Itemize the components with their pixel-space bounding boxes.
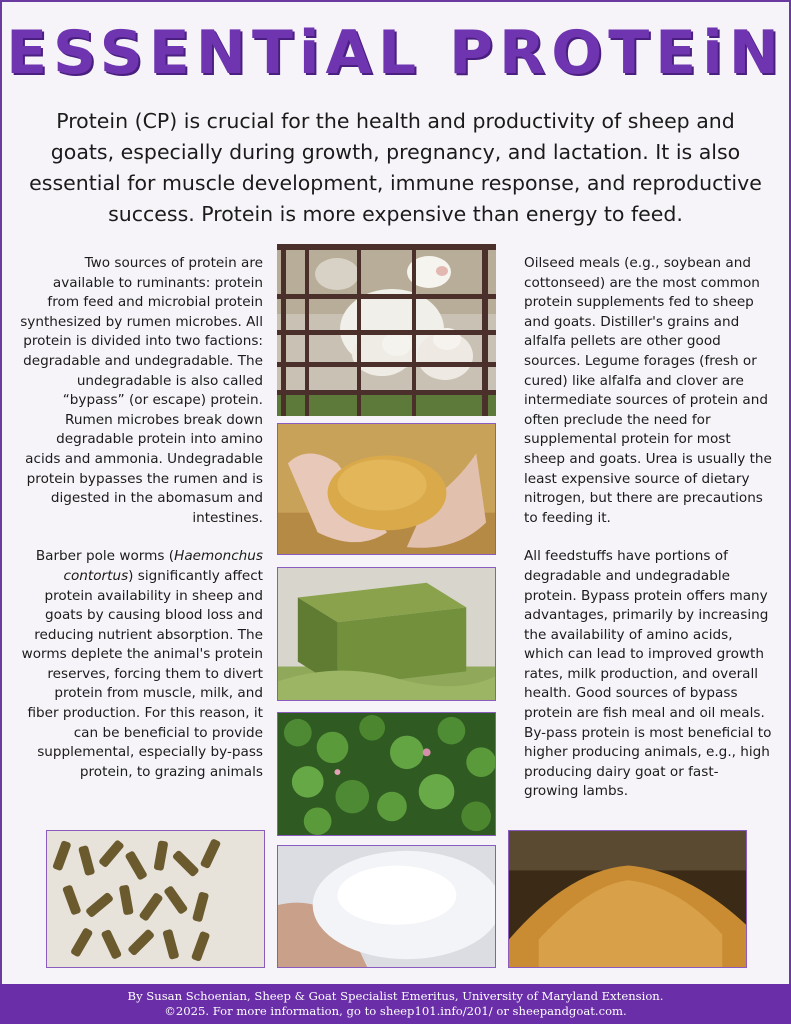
right-paragraph-1: Oilseed meals (e.g., soybean and cottonseed) are the most common protein supplements fed to sheep and goats. Distiller's grains and alfalfa pellets are other good sources. Legume forages (fresh or cured) like alfalfa and clover are intermediate sources of protein and often preclude the need for supplemental protein for most sheep and goats. Urea is usually the least expensive source of dietary nitrogen, but there are precautions to feeding it.	[524, 255, 772, 526]
grain-hands-image	[277, 423, 496, 555]
footer	[0, 984, 791, 1024]
sheep-image	[277, 244, 496, 416]
species-name: Haemonchus contortus	[63, 548, 263, 584]
left-column	[20, 254, 263, 801]
footer-credit: By Susan Schoenian, Sheep & Goat Specialist Emeritus, University of Maryland Extension.	[127, 989, 664, 1003]
intro-text: Protein (CP) is crucial for the health and productivity of sheep and goats, especially during growth, pregnancy, and lactation. It is also essential for muscle development, immune response, and reproductive success. Protein is more expensive than energy to feed.	[29, 109, 762, 226]
hay-bale-image	[277, 567, 496, 701]
left-paragraph-2	[20, 547, 263, 782]
right-paragraph-2: All feedstuffs have portions of degradable and undegradable protein. Bypass protein offers many advantages, primarily by increasing the availability of amino acids, which can lead to improved growth rates, milk production, and overall health. Good sources of bypass protein are fish meal and oil meals. By-pass protein is most beneficial to higher producing animals, e.g., high producing dairy goat or fast-growing lambs.	[524, 548, 772, 800]
right-column	[524, 254, 772, 821]
urea-image	[277, 845, 496, 968]
worms-text-start: Barber pole worms (	[35, 548, 175, 565]
worms-text-rest: ) significantly affect protein availability in sheep and goats by causing blood loss and reducing nutrient absorption. The worms deplete the animal's protein reserves, forcing them to divert protein from muscle, milk, and fiber production. For this reason, it can be beneficial to provide supplemental, especially by-pass protein, to grazing animals	[21, 567, 263, 780]
footer-copyright: ©2025. For more information, go to sheep101.info/201/ or sheepandgoat.com.	[164, 1004, 627, 1018]
page-title: ESSENTiAL PROTEiN	[6, 18, 785, 88]
left-paragraph-1: Two sources of protein are available to ruminants: protein from feed and microbial protein synthesized by rumen microbes. All protein is divided into two factions: degradable and undegradable. The undegradable is also called “bypass” (or escape) protein. Rumen microbes break down degradable protein into amino acids and ammonia. Undegradable protein bypasses the rumen and is digested in the abomasum and intestines.	[20, 255, 263, 526]
clover-image	[277, 712, 496, 836]
meal-image	[508, 830, 747, 968]
pellets-image	[46, 830, 265, 968]
